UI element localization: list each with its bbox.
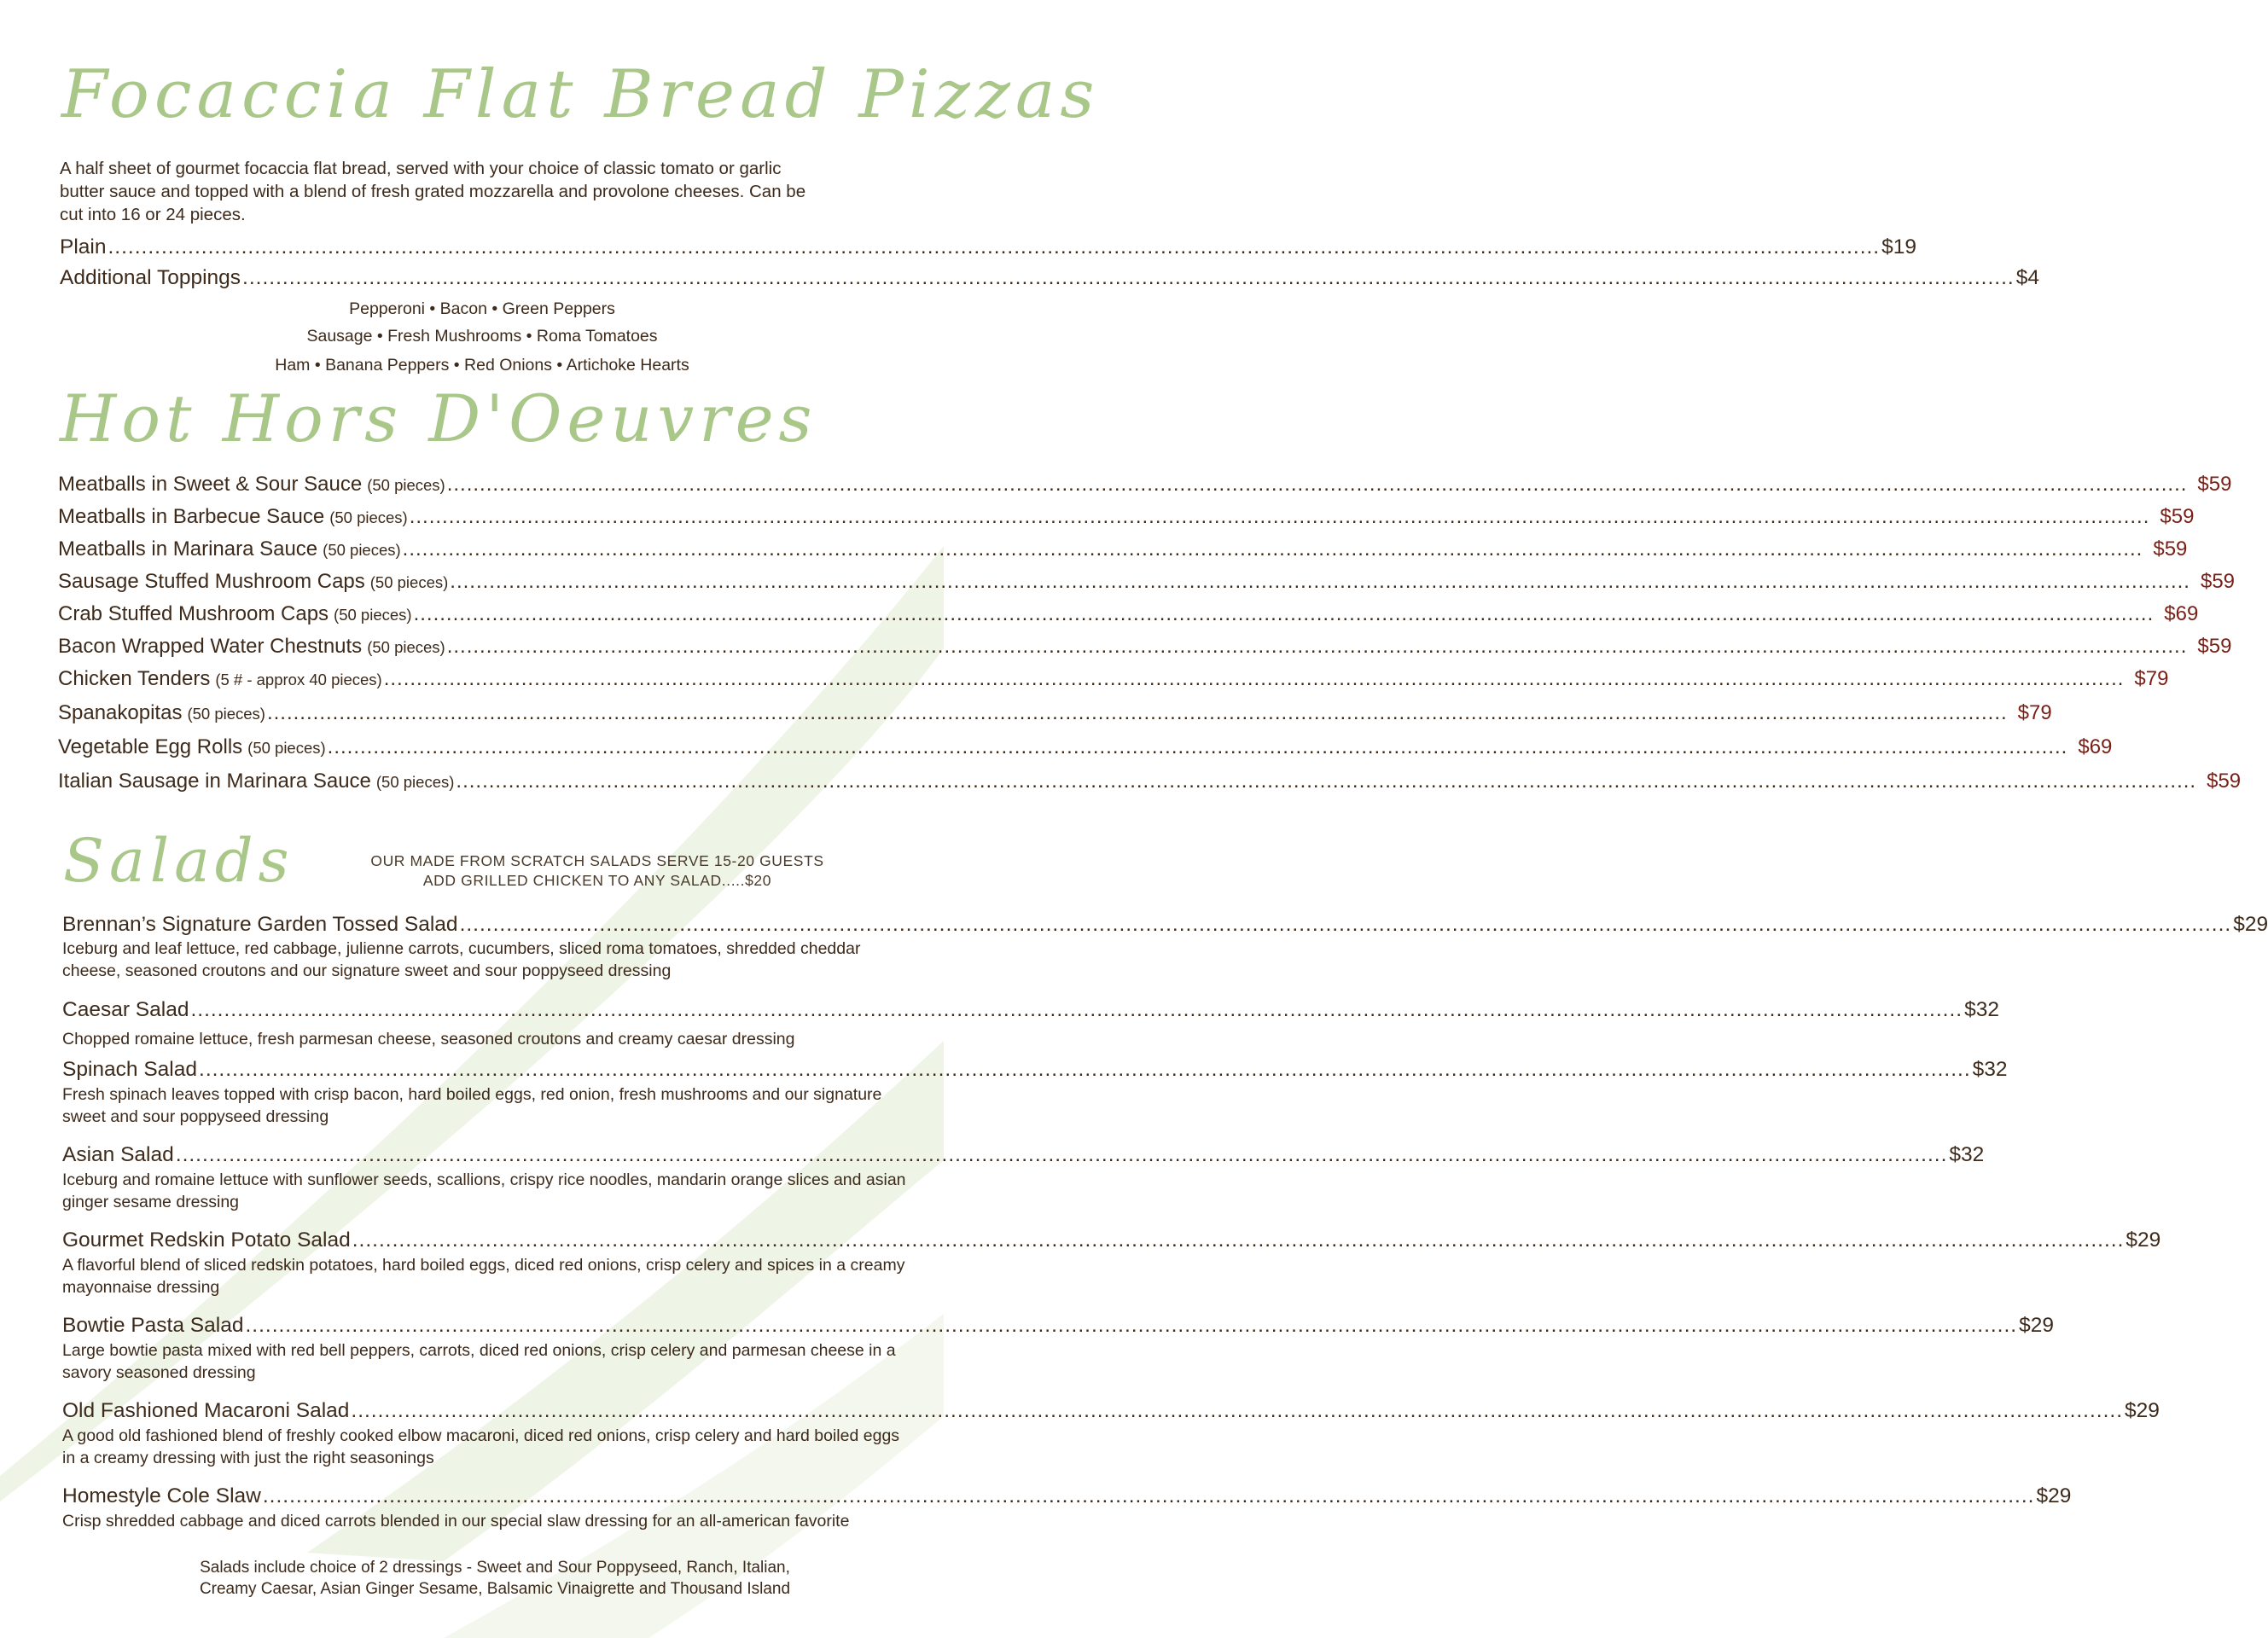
dot-leader [199, 1058, 1971, 1082]
item-name: Spanakopitas [58, 701, 183, 724]
salads-note-chicken: ADD GRILLED CHICKEN TO ANY SALAD.....$20 [422, 872, 772, 889]
toppings-line: Pepperoni • Bacon • Green Peppers [349, 299, 615, 318]
salad-item [62, 913, 2268, 937]
dressings-note-line: Salads include choice of 2 dressings - Sweet and Sour Poppyseed, Ranch, Italian, [200, 1559, 790, 1577]
dot-leader [176, 1143, 1948, 1167]
hors-item [58, 667, 2169, 691]
item-price: $29 [2126, 1228, 2161, 1252]
item-name: Asian Salad [62, 1143, 174, 1166]
item-name: Bowtie Pasta Salad [62, 1314, 244, 1337]
item-price: $79 [2134, 667, 2169, 690]
item-name: Old Fashioned Macaroni Salad [62, 1399, 350, 1422]
item-price: $29 [2233, 913, 2268, 936]
dressings-note [154, 1557, 836, 1600]
toppings-line: Sausage • Fresh Mushrooms • Roma Tomatoes [306, 327, 658, 346]
salad-item [62, 1058, 2008, 1082]
dot-leader [456, 770, 2196, 793]
item-name: Bacon Wrapped Water Chestnuts [58, 635, 363, 658]
pizza-item-toppings [60, 266, 2039, 290]
item-quantity: (50 pieces) [323, 541, 401, 559]
item-quantity: (50 pieces) [334, 606, 412, 624]
item-name: Additional Toppings [60, 266, 241, 289]
salad-item [62, 1399, 2160, 1423]
item-name: Meatballs in Marinara Sauce [58, 537, 318, 561]
dot-leader [351, 1399, 2123, 1423]
dot-leader [190, 998, 1963, 1022]
salad-description: Chopped romaine lettuce, fresh parmesan cheese, seasoned croutons and creamy caesar dressing [62, 1030, 795, 1048]
item-quantity: (50 pieces) [367, 638, 445, 656]
item-name: Brennan’s Signature Garden Tossed Salad [62, 913, 458, 936]
salads-note [341, 851, 853, 891]
hors-section-title: Hot Hors D'Oeuvres [60, 380, 817, 456]
dot-leader [245, 1314, 2017, 1338]
item-name: Spinach Salad [62, 1058, 198, 1081]
item-price: $32 [1949, 1143, 1985, 1166]
dot-leader [384, 667, 2125, 691]
item-name: Homestyle Cole Slaw [62, 1484, 261, 1507]
salad-item [62, 1143, 1985, 1167]
item-name: Vegetable Egg Rolls [58, 735, 243, 758]
item-price: $59 [2197, 635, 2232, 658]
dot-leader [450, 570, 2190, 594]
salad-item [62, 1314, 2054, 1338]
hors-item [58, 635, 2232, 659]
hors-item [58, 537, 2188, 561]
salad-description: Iceburg and leaf lettuce, red cabbage, julienne carrots, cucumbers, sliced roma tomatoes, shredded cheddar cheese, seasoned croutons and our signature sweet and sour poppyseed dressing [62, 939, 861, 980]
item-quantity: (5 # - approx 40 pieces) [215, 671, 382, 688]
salad-item [62, 998, 1999, 1022]
salad-description: Large bowtie pasta mixed with red bell peppers, carrots, diced red onions, crisp celery and parmesan cheese in a savory seasoned dressing [62, 1341, 896, 1382]
item-name: Italian Sausage in Marinara Sauce [58, 770, 371, 793]
salad-item [62, 1484, 2072, 1508]
dot-leader [414, 602, 2155, 626]
item-price: $29 [2019, 1314, 2054, 1337]
pizza-intro: A half sheet of gourmet focaccia flat bread, served with your choice of classic tomato or garlic butter sauce and topped with a blend of fresh grated mozzarella and provolone cheeses. Can be cut into 16 or 24 pieces. [60, 159, 806, 224]
item-name: Caesar Salad [62, 998, 189, 1021]
dot-leader [447, 473, 2188, 497]
dot-leader [352, 1228, 2125, 1252]
salad-item [62, 1228, 2161, 1252]
dot-leader [328, 735, 2068, 759]
item-quantity: (50 pieces) [247, 739, 326, 757]
item-price: $29 [2036, 1484, 2072, 1507]
dressings-note-line: Creamy Caesar, Asian Ginger Sesame, Balsamic Vinaigrette and Thousand Island [199, 1580, 791, 1598]
toppings-line: Ham • Banana Peppers • Red Onions • Artichoke Hearts [275, 356, 689, 375]
pizza-item-plain [60, 235, 1917, 259]
salad-description: A good old fashioned blend of freshly cooked elbow macaroni, diced red onions, crisp celery and hard boiled eggs in a creamy dressing with just the right seasonings [62, 1426, 900, 1467]
salad-description: A flavorful blend of sliced redskin potatoes, hard boiled eggs, diced red onions, crisp celery and spices in a creamy mayonnaise dressing [62, 1256, 905, 1297]
item-price: $29 [2125, 1399, 2160, 1422]
salads-note-serves: OUR MADE FROM SCRATCH SALADS SERVE 15-20 GUESTS [370, 852, 824, 869]
item-price: $32 [1964, 998, 1999, 1021]
pizza-section-title: Focaccia Flat Bread Pizzas [61, 56, 1100, 133]
dot-leader [267, 701, 2008, 725]
item-price: $59 [2197, 473, 2232, 496]
item-quantity: (50 pieces) [329, 508, 408, 526]
item-quantity: (50 pieces) [367, 476, 445, 494]
item-price: $59 [2153, 537, 2188, 561]
item-price: $59 [2160, 505, 2195, 528]
dot-leader [460, 913, 2232, 937]
salad-description: Fresh spinach leaves topped with crisp bacon, hard boiled eggs, red onion, fresh mushrooms and our signature sweet and sour poppyseed dressing [62, 1085, 882, 1126]
item-price: $32 [1972, 1058, 2008, 1081]
hors-item [58, 770, 2242, 793]
item-price: $69 [2078, 735, 2113, 758]
salad-description: Crisp shredded cabbage and diced carrots blended in our special slaw dressing for an all-american favorite [62, 1512, 850, 1531]
item-quantity: (50 pieces) [375, 773, 455, 791]
hors-item [58, 473, 2232, 497]
salad-description: Iceburg and romaine lettuce with sunflower seeds, scallions, crispy rice noodles, mandarin orange slices and asian ginger sesame dressing [62, 1170, 906, 1211]
item-price: $59 [2200, 570, 2236, 593]
item-name: Sausage Stuffed Mushroom Caps [58, 570, 365, 593]
item-price: $19 [1881, 235, 1917, 258]
dot-leader [108, 235, 1880, 259]
salads-section-title: Salads [63, 826, 294, 896]
dot-leader [410, 505, 2150, 529]
hors-item [58, 602, 2199, 626]
dot-leader [447, 635, 2188, 659]
hors-item [58, 570, 2236, 594]
hors-item [58, 701, 2052, 725]
item-name: Meatballs in Sweet & Sour Sauce [58, 473, 363, 496]
dot-leader [242, 266, 2015, 290]
item-price: $79 [2017, 701, 2052, 724]
hors-item [58, 505, 2195, 529]
item-name: Gourmet Redskin Potato Salad [62, 1228, 351, 1252]
item-name: Crab Stuffed Mushroom Caps [58, 602, 329, 625]
item-name: Chicken Tenders [58, 667, 211, 690]
item-quantity: (50 pieces) [369, 573, 449, 591]
item-name: Meatballs in Barbecue Sauce [58, 505, 325, 528]
item-price: $69 [2164, 602, 2199, 625]
hors-item [58, 735, 2113, 759]
item-price: $4 [2015, 266, 2039, 289]
item-quantity: (50 pieces) [187, 705, 265, 723]
dot-leader [263, 1484, 2035, 1508]
item-name: Plain [60, 235, 107, 258]
item-price: $59 [2207, 770, 2242, 793]
dot-leader [403, 537, 2143, 561]
